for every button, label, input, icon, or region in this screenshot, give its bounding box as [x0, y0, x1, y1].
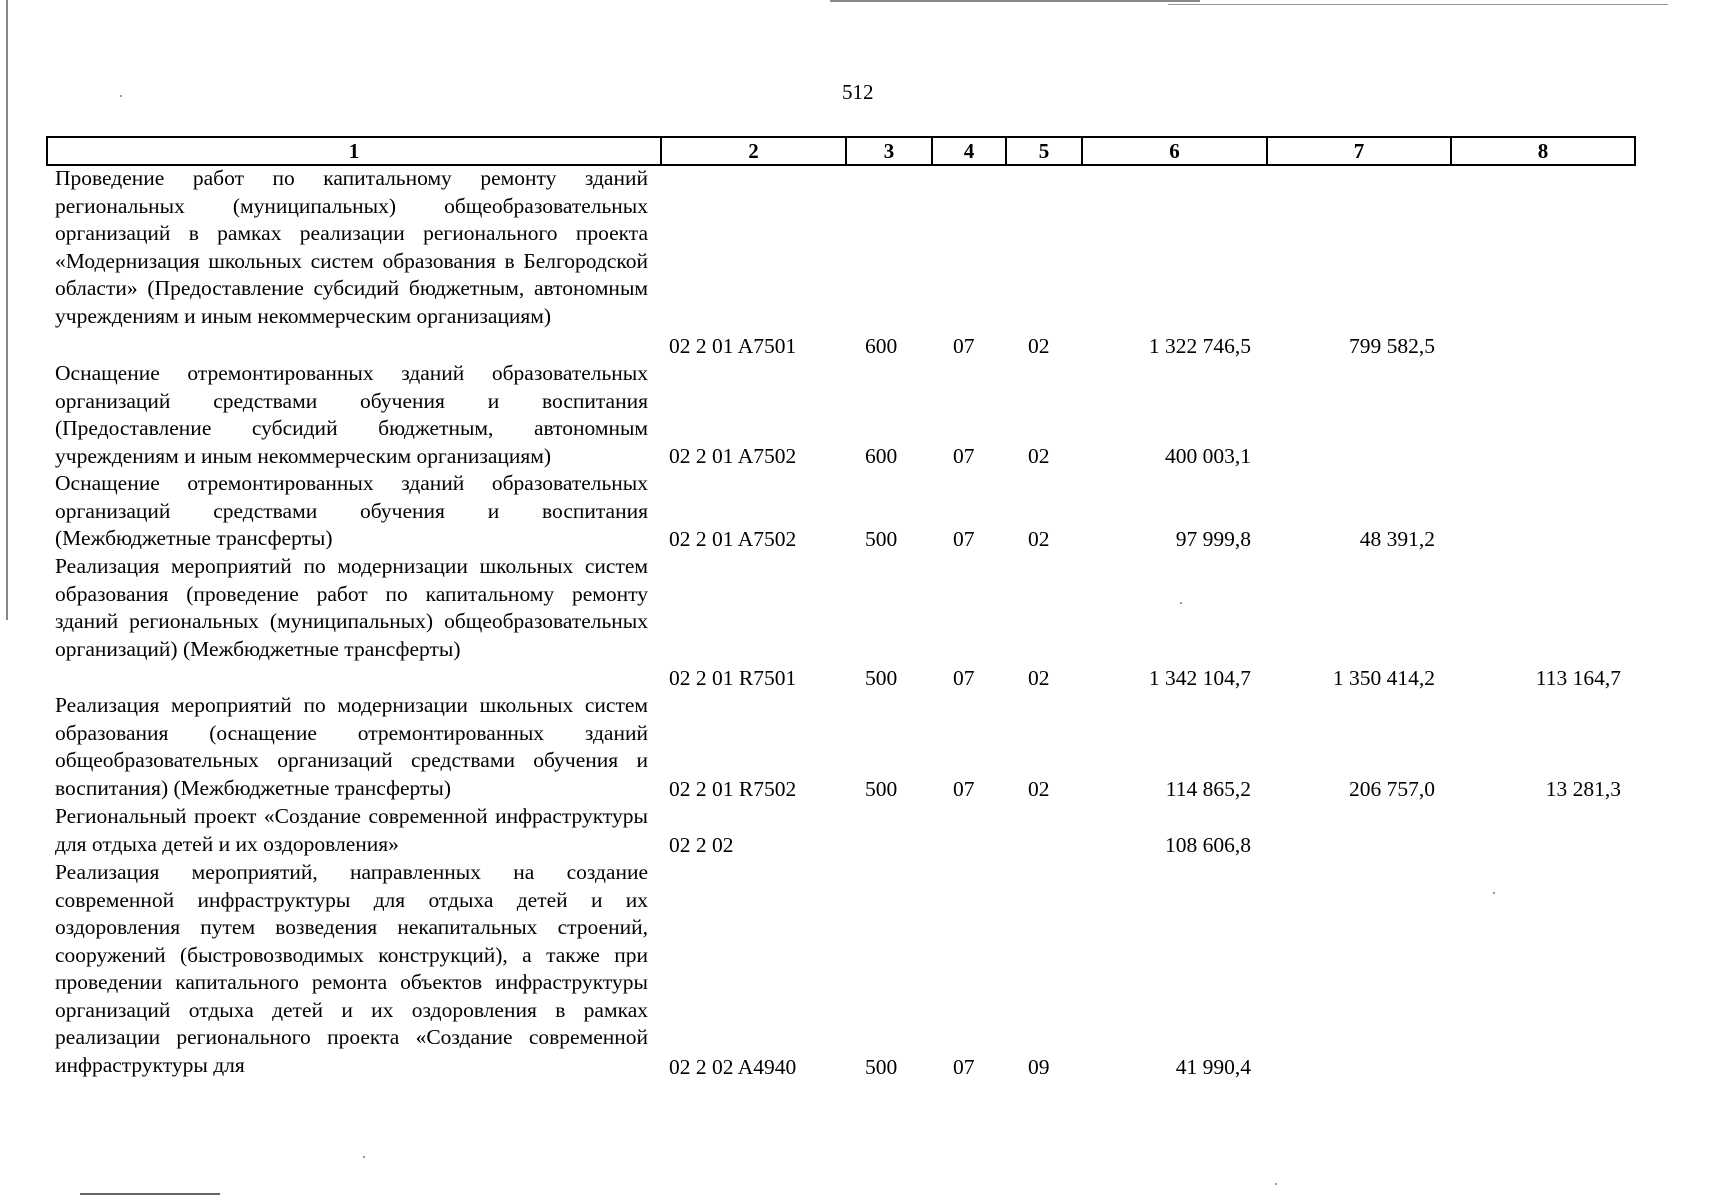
row-code: 02 2 01 A7502 [669, 526, 797, 551]
row-code: 02 2 01 R7502 [669, 776, 797, 801]
column-header-5: 5 [1006, 137, 1082, 165]
row-col7: 799 582,5 [1349, 333, 1435, 358]
scan-top-line [830, 0, 1200, 2]
row-col5: 02 [1028, 665, 1050, 690]
scan-speck [120, 95, 122, 97]
scan-speck [1275, 1183, 1277, 1185]
row-code: 02 2 01 A7502 [669, 443, 797, 468]
row-description: Региональный проект «Создание современной инфраструктуры для отдыха детей и их оздоровления» [55, 804, 648, 856]
table-row [0, 165, 1709, 360]
row-description: Реализация мероприятий по модернизации школьных систем образования (оснащение отремонтированных зданий общеобразовательных организаций средствами обучения и воспитания) (Межбюджетные трансферты) [55, 693, 648, 800]
column-header-row [47, 137, 1635, 165]
row-col7: 1 350 414,2 [1332, 665, 1435, 690]
row-col5: 02 [1028, 526, 1050, 551]
row-col8: 113 164,7 [1535, 665, 1621, 690]
row-description: Оснащение отремонтированных зданий образовательных организаций средствами обучения и воспитания (Предоставление субсидий бюджетным, автономным учреждениям и иным некоммерческим организациям) [55, 361, 648, 468]
row-col6: 114 865,2 [1165, 776, 1251, 801]
row-code: 02 2 01 A7501 [669, 333, 797, 358]
scan-bottom-line [80, 1193, 220, 1195]
column-header-4: 4 [932, 137, 1006, 165]
table-row [0, 470, 1709, 553]
row-col3: 600 [865, 333, 898, 358]
column-header-1: 1 [47, 137, 661, 165]
row-description: Реализация мероприятий по модернизации школьных систем образования (проведение работ по капитальному ремонту зданий региональных (муниципальных) общеобразовательных организаций) (Межбюджетные трансферты) [55, 554, 648, 661]
column-header-3: 3 [846, 137, 932, 165]
row-col4: 07 [953, 1054, 975, 1079]
row-col5: 02 [1028, 333, 1050, 358]
row-description: Реализация мероприятий, направленных на создание современной инфраструктуры для отдыха детей и их оздоровления путем возведения некапитальных строений, сооружений (быстровозводимых конструкций), а также при проведении капитального ремонта объектов инфраструктуры организаций отдыха детей и их оздоровления в рамках реализации регионального проекта «Создание современной инфраструктуры для [55, 860, 648, 1077]
row-col3: 500 [865, 665, 898, 690]
row-col6: 1 322 746,5 [1148, 333, 1251, 358]
row-col7: 48 391,2 [1359, 526, 1435, 551]
row-code: 02 2 02 A4940 [669, 1054, 797, 1079]
row-col5: 02 [1028, 443, 1050, 468]
row-col7: 206 757,0 [1349, 776, 1435, 801]
table-row [0, 859, 1709, 1081]
row-description: Проведение работ по капитальному ремонту зданий региональных (муниципальных) общеобразовательных организаций в рамках реализации регионального проекта «Модернизация школьных систем образования в Белгородской области» (Предоставление субсидий бюджетным, автономным учреждениям и иным некоммерческим организациям) [55, 166, 648, 328]
row-col4: 07 [953, 333, 975, 358]
column-header-table [46, 136, 1636, 166]
table-row [0, 360, 1709, 470]
row-code: 02 2 01 R7501 [669, 665, 797, 690]
row-col3: 500 [865, 776, 898, 801]
column-header-8: 8 [1451, 137, 1635, 165]
column-header-6: 6 [1082, 137, 1267, 165]
table-row [0, 803, 1709, 859]
row-col4: 07 [953, 665, 975, 690]
row-col4: 07 [953, 443, 975, 468]
row-col6: 1 342 104,7 [1148, 665, 1251, 690]
row-col5: 02 [1028, 776, 1050, 801]
row-col5: 09 [1028, 1054, 1050, 1079]
page-number: 512 [842, 80, 874, 104]
scan-top-line [1168, 4, 1668, 5]
row-col3: 600 [865, 443, 898, 468]
row-col4: 07 [953, 776, 975, 801]
row-col3: 500 [865, 526, 898, 551]
column-header-7: 7 [1267, 137, 1451, 165]
row-col3: 500 [865, 1054, 898, 1079]
scan-speck [363, 1156, 365, 1158]
row-description: Оснащение отремонтированных зданий образовательных организаций средствами обучения и воспитания (Межбюджетные трансферты) [55, 471, 648, 550]
row-col6: 108 606,8 [1165, 832, 1251, 857]
row-col6: 97 999,8 [1175, 526, 1251, 551]
row-code: 02 2 02 [669, 832, 734, 857]
row-col6: 41 990,4 [1175, 1054, 1251, 1079]
column-header-2: 2 [661, 137, 846, 165]
table-row [0, 553, 1709, 692]
row-col8: 13 281,3 [1545, 776, 1621, 801]
row-col6: 400 003,1 [1165, 443, 1251, 468]
table-row [0, 692, 1709, 803]
row-col4: 07 [953, 526, 975, 551]
